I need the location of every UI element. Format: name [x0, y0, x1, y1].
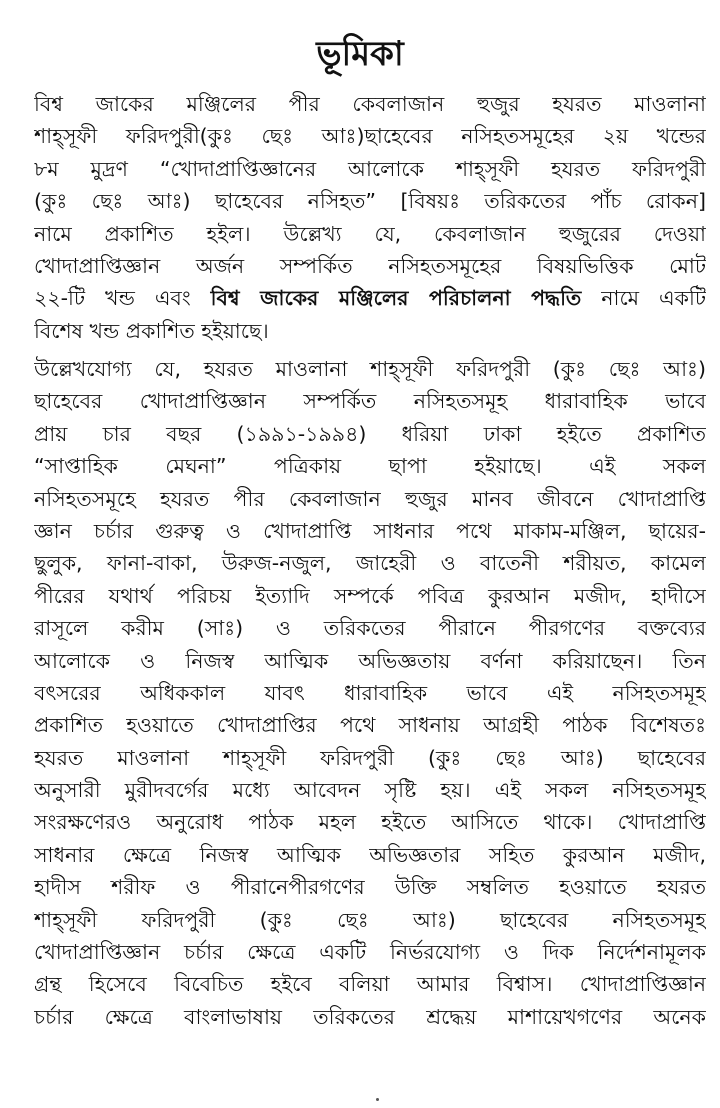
text-line: জ্ঞান চর্চার গুরুত্ব ও খোদাপ্রাপ্তি সাধনার পথে মাকাম-মঞ্জিল, ছায়ের-	[34, 518, 706, 543]
text-line: ছাহেবের খোদাপ্রাপ্তিজ্ঞান সম্পর্কিত নসিহতসমূহ ধারাবাহিক ভাবে	[34, 389, 706, 414]
text-run: নামে একটি	[581, 286, 706, 311]
text-line: বিশ্ব জাকের মঞ্জিলের পীর কেবলাজান হুজুর হযরত মাওলানা	[34, 92, 706, 116]
text-line: সংরক্ষণেরও অনুরোধ পাঠক মহল হইতে আসিতে থাকে। খোদাপ্রাপ্তি	[34, 810, 706, 835]
text-line: হযরত মাওলানা শাহ্সূফী ফরিদপুরী (কুঃ ছেঃ আঃ) ছাহেবের	[34, 745, 706, 770]
text-run: ২২-টি খন্ড এবং	[34, 286, 211, 311]
paragraph-2	[34, 353, 706, 1033]
bold-book-title: বিশ্ব জাকের মঞ্জিলের পরিচালনা পদ্ধতি	[210, 286, 582, 311]
text-line: খোদাপ্রাপ্তিজ্ঞান অর্জন সম্পর্কিত নসিহতসমূহের বিষয়ভিত্তিক মোট	[34, 253, 706, 278]
text-line: গ্রন্থ হিসেবে বিবেচিত হইবে বলিয়া আমার বিশ্বাস। খোদাপ্রাপ্তিজ্ঞান	[34, 972, 706, 997]
text-line: শাহ্সূফী ফরিদপুরী(কুঃ ছেঃ আঃ)ছাহেবের নসিহতসমূহের ২য় খন্ডের	[34, 124, 706, 149]
text-line: প্রকাশিত হওয়াতে খোদাপ্রাপ্তির পথে সাধনায় আগ্রহী পাঠক বিশেষতঃ	[34, 713, 706, 738]
text-line: ৮ম মুদ্রণ “খোদাপ্রাপ্তিজ্ঞানের আলোকে শাহ্সূফী হযরত ফরিদপুরী	[34, 156, 706, 181]
text-line: উল্লেখযোগ্য যে, হযরত মাওলানা শাহ্সূফী ফরিদপুরী (কুঃ ছেঃ আঃ)	[34, 357, 706, 381]
text-line: হাদীস শরীফ ও পীরানেপীরগণের উক্তি সম্বলিত হওয়াতে হযরত	[34, 875, 706, 900]
text-line: আলোকে ও নিজস্ব আত্মিক অভিজ্ঞতায় বর্ণনা করিয়াছেন। তিন	[34, 648, 706, 673]
text-line: (কুঃ ছেঃ আঃ) ছাহেবের নসিহত” [বিষয়ঃ তরিকতের পাঁচ রোকন]	[34, 189, 706, 214]
text-line: ছুলুক, ফানা-বাকা, উরুজ-নজুল, জাহেরী ও বাতেনী শরীয়ত, কামেল	[34, 551, 706, 576]
text-line: শাহ্সূফী ফরিদপুরী (কুঃ ছেঃ আঃ) ছাহেবের নসিহতসমূহ	[34, 907, 706, 932]
text-line: বৎসরের অধিককাল যাবৎ ধারাবাহিক ভাবে এই নসিহতসমূহ	[34, 680, 706, 705]
text-line: নসিহতসমূহে হযরত পীর কেবলাজান হুজুর মানব জীবনে খোদাপ্রাপ্তি	[34, 486, 706, 511]
page-title: ভূমিকা	[316, 34, 404, 74]
text-line: “সাপ্তাহিক মেঘনা” পত্রিকায় ছাপা হইয়াছে। এই সকল	[34, 454, 706, 479]
text-line: বিশেষ খন্ড প্রকাশিত হইয়াছে।	[34, 318, 269, 343]
text-line: অনুসারী মুরীদবর্গের মধ্যে আবেদন সৃষ্টি হয়। এই সকল নসিহতসমূহ	[34, 778, 706, 803]
text-line: খোদাপ্রাপ্তিজ্ঞান চর্চার ক্ষেত্রে একটি নির্ভরযোগ্য ও দিক নির্দেশনামূলক	[34, 940, 706, 965]
text-line-with-bold	[34, 282, 706, 314]
text-line: পীরের যথার্থ পরিচয় ইত্যাদি সম্পর্কে পবিত্র কুরআন মজীদ, হাদীসে	[34, 583, 706, 608]
scan-speck	[376, 1098, 379, 1101]
text-line: প্রায় চার বছর (১৯৯১-১৯৯৪) ধরিয়া ঢাকা হইতে প্রকাশিত	[34, 421, 706, 446]
paragraph-1	[34, 88, 706, 347]
text-line: সাধনার ক্ষেত্রে নিজস্ব আত্মিক অভিজ্ঞতার সহিত কুরআন মজীদ,	[34, 842, 706, 867]
text-line: রাসূলে করীম (সাঃ) ও তরিকতের পীরানে পীরগণের বক্তব্যের	[34, 616, 706, 641]
text-line: চর্চার ক্ষেত্রে বাংলাভাষায় তরিকতের শ্রদ্ধেয় মাশায়েখগণের অনেক	[34, 1004, 706, 1029]
text-line: নামে প্রকাশিত হইল। উল্লেখ্য যে, কেবলাজান হুজুরের দেওয়া	[34, 221, 706, 246]
